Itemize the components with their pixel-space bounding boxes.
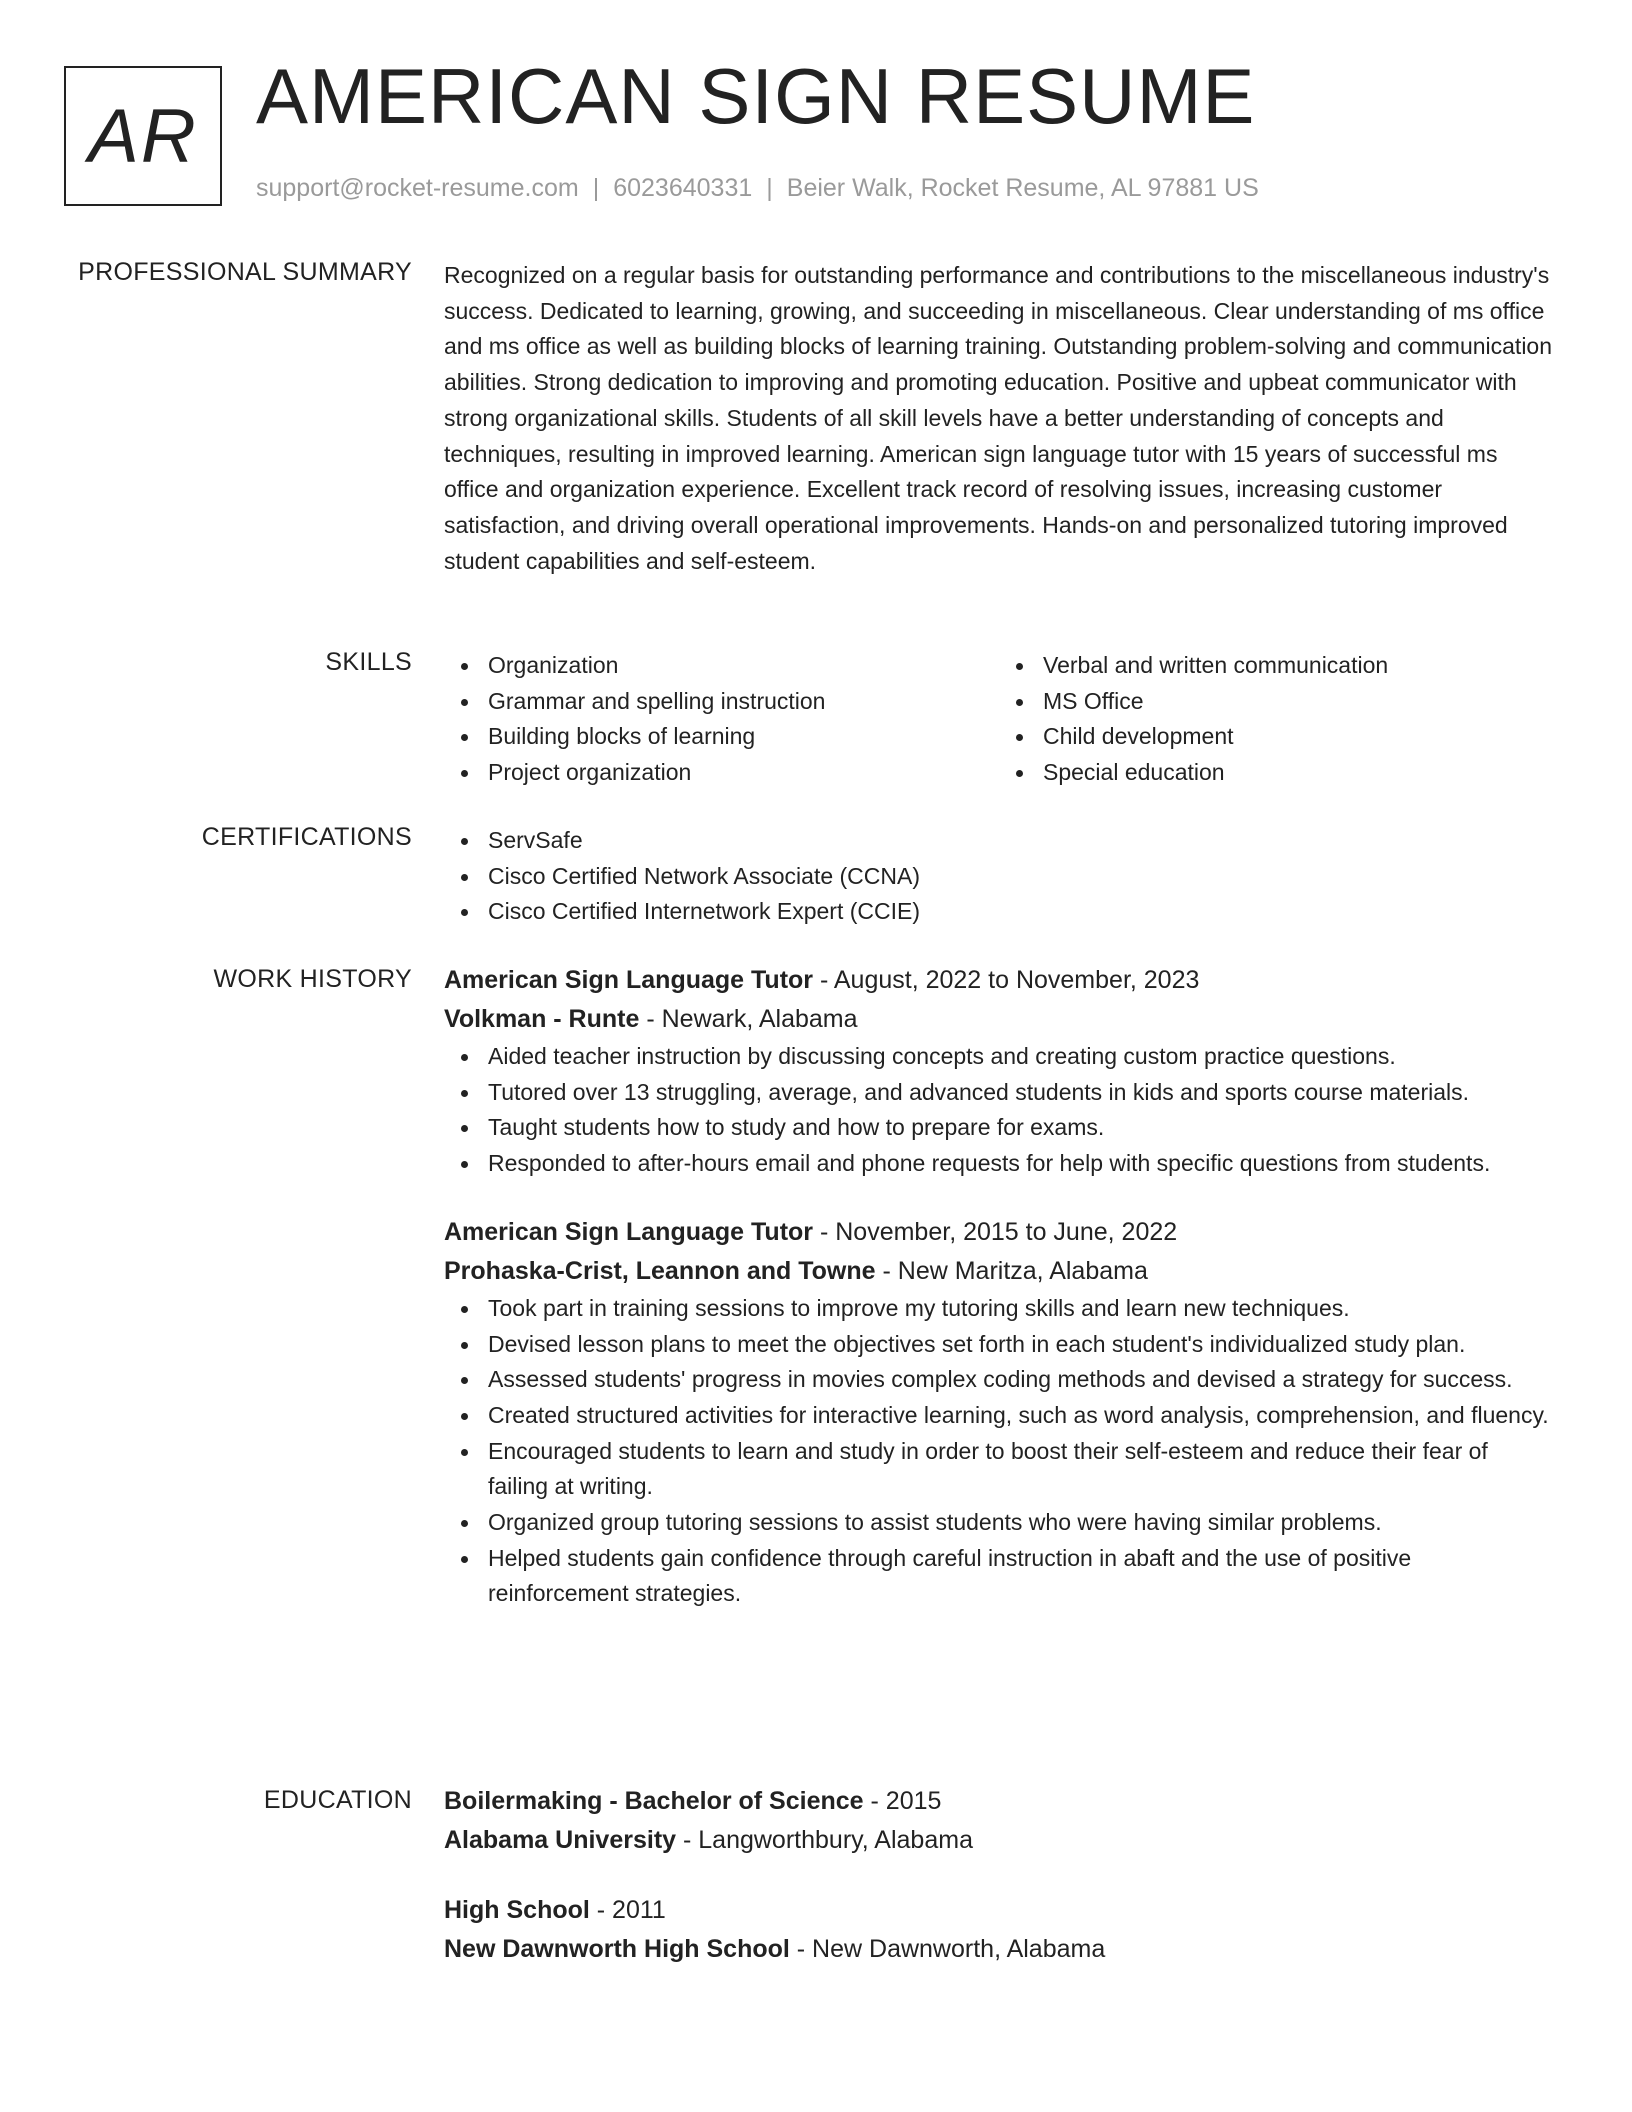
education-year: - 2011 xyxy=(589,1896,666,1924)
job-entry xyxy=(444,1213,1554,1612)
job-title: American Sign Language Tutor xyxy=(444,1217,814,1246)
job-title: American Sign Language Tutor xyxy=(444,966,814,994)
education-entry xyxy=(444,1782,1554,1860)
job-dates: - November, 2015 to June, 2022 xyxy=(813,1217,1178,1246)
job-duties-list xyxy=(444,1039,1554,1182)
section-label-skills: SKILLS xyxy=(325,648,412,676)
skills-list-right xyxy=(999,648,1554,791)
education-degree: Boilermaking - Bachelor of Science xyxy=(444,1787,864,1815)
job-title-line xyxy=(444,1213,1554,1252)
job-duty: Helped students gain confidence through careful instruction in abaft and the use of positive reinforcement strategies. xyxy=(488,1541,1554,1612)
job-duty: Tutored over 13 struggling, average, and advanced students in kids and sports course materials. xyxy=(488,1075,1554,1111)
education-school: Alabama University xyxy=(444,1826,677,1854)
section-label-work-history: WORK HISTORY xyxy=(213,965,412,993)
job-duty: Responded to after-hours email and phone requests for help with specific questions from students. xyxy=(488,1146,1554,1182)
job-location: - New Maritza, Alabama xyxy=(875,1256,1148,1285)
certification-item: ServSafe xyxy=(488,823,1554,859)
skill-item: Verbal and written communication xyxy=(1043,648,1554,684)
education-school: New Dawnworth High School xyxy=(444,1935,790,1963)
section-label-certifications: CERTIFICATIONS xyxy=(201,823,412,851)
education-degree-line xyxy=(444,1891,1554,1930)
education-school-line xyxy=(444,1930,1554,1969)
monogram-logo: AR xyxy=(64,66,222,206)
job-company-line xyxy=(444,1000,1554,1039)
job-duty: Assessed students' progress in movies complex coding methods and devised a strategy for success. xyxy=(488,1362,1554,1398)
skill-item: Child development xyxy=(1043,719,1554,755)
education-year: - 2015 xyxy=(863,1787,942,1815)
job-duty: Aided teacher instruction by discussing concepts and creating custom practice questions. xyxy=(488,1039,1554,1075)
skill-item: Building blocks of learning xyxy=(488,719,999,755)
job-company: Volkman - Runte xyxy=(444,1005,640,1033)
job-company-line xyxy=(444,1252,1554,1291)
skill-item: Grammar and spelling instruction xyxy=(488,684,999,720)
job-title-line xyxy=(444,961,1554,1000)
education-degree: High School xyxy=(444,1896,590,1924)
contact-address: Beier Walk, Rocket Resume, AL 97881 US xyxy=(786,174,1259,202)
skill-item: Special education xyxy=(1043,755,1554,791)
skill-item: Organization xyxy=(488,648,999,684)
education-location: - Langworthbury, Alabama xyxy=(676,1826,973,1854)
section-label-summary: PROFESSIONAL SUMMARY xyxy=(78,258,412,286)
job-company: Prohaska-Crist, Leannon and Towne xyxy=(444,1256,876,1285)
skill-item: Project organization xyxy=(488,755,999,791)
contact-separator: | xyxy=(766,174,773,202)
job-duty: Taught students how to study and how to prepare for exams. xyxy=(488,1110,1554,1146)
certifications-list xyxy=(444,823,1554,930)
contact-phone[interactable]: 6023640331 xyxy=(613,174,753,202)
job-duty: Devised lesson plans to meet the objectives set forth in each student's individualized study plan. xyxy=(488,1327,1554,1363)
section-label-education: EDUCATION xyxy=(263,1786,412,1814)
resume-title: AMERICAN SIGN RESUME xyxy=(256,52,1256,140)
certification-item: Cisco Certified Network Associate (CCNA) xyxy=(488,859,1554,895)
summary-text: Recognized on a regular basis for outstanding performance and contributions to the miscellaneous industry's success. Dedicated to learning, growing, and succeeding in miscellaneous. Clear understanding of ms office and ms office as well as building blocks of learning training. Outstanding problem-solving and communication abilities. Strong dedication to improving and promoting education. Positive and upbeat communicator with strong organizational skills. Students of all skill levels have a better understanding of concepts and techniques, resulting in improved learning. American sign language tutor with 15 years of successful ms office and organization experience. Excellent track record of resolving issues, increasing customer satisfaction, and driving overall operational improvements. Hands-on and personalized tutoring improved student capabilities and self-esteem. xyxy=(444,262,1553,574)
job-duty: Took part in training sessions to improve my tutoring skills and learn new techniques. xyxy=(488,1291,1554,1327)
education-school-line xyxy=(444,1821,1554,1860)
job-duty: Created structured activities for interactive learning, such as word analysis, comprehension, and fluency. xyxy=(488,1398,1554,1434)
contact-separator: | xyxy=(592,174,600,202)
skills-list-left xyxy=(444,648,999,791)
contact-email[interactable]: support@rocket-resume.com xyxy=(256,174,579,202)
job-duty: Organized group tutoring sessions to assist students who were having similar problems. xyxy=(488,1505,1554,1541)
education-location: - New Dawnworth, Alabama xyxy=(789,1935,1106,1963)
job-duty: Encouraged students to learn and study in order to boost their self-esteem and reduce their fear of failing at writing. xyxy=(488,1434,1554,1505)
education-degree-line xyxy=(444,1782,1554,1821)
education-entry xyxy=(444,1891,1554,1969)
job-entry xyxy=(444,961,1554,1182)
contact-line xyxy=(256,174,1259,203)
job-duties-list xyxy=(444,1291,1554,1612)
skill-item: MS Office xyxy=(1043,684,1554,720)
job-dates: - August, 2022 to November, 2023 xyxy=(813,966,1200,994)
certification-item: Cisco Certified Internetwork Expert (CCIE) xyxy=(488,894,1554,930)
job-location: - Newark, Alabama xyxy=(639,1005,858,1033)
